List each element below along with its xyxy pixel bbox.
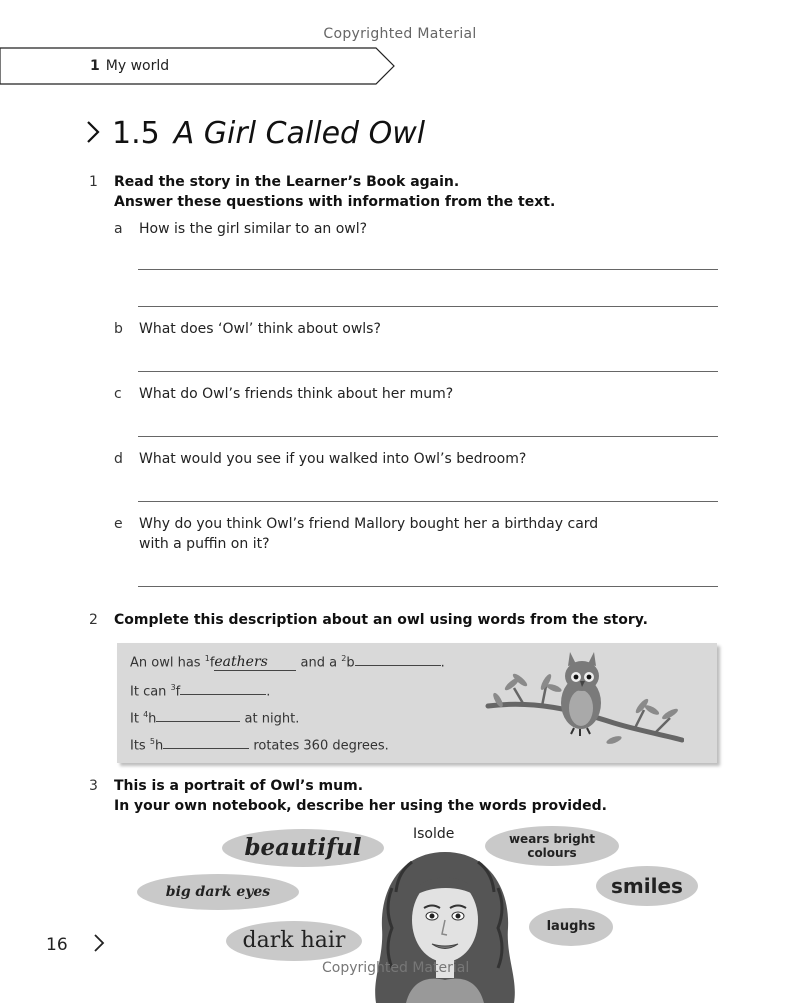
word-bubble-beautiful: beautiful	[222, 829, 384, 867]
fill-5-letter: h	[154, 738, 164, 754]
chevron-right-icon	[93, 933, 105, 953]
portrait-name-label: Isolde	[413, 826, 455, 842]
fill-1-prefix: An owl has	[130, 655, 205, 671]
section-number: 1.5	[112, 116, 160, 151]
owl-on-branch-illustration	[484, 648, 684, 752]
q2-instruction: Complete this description about an owl using words from the story.	[114, 612, 648, 628]
fill-sentence-1	[130, 654, 445, 671]
chapter-title: My world	[105, 58, 170, 74]
fill-2-sup: 2	[341, 654, 347, 663]
q1-number: 1	[89, 174, 98, 190]
copyright-footer: Copyrighted Material	[322, 960, 470, 976]
q1a-letter: a	[114, 221, 123, 237]
blank-3[interactable]	[180, 694, 266, 695]
word-bubble-dark-hair: dark hair	[226, 921, 362, 961]
fill-1-end: .	[440, 655, 445, 671]
fill-4-end: at night.	[240, 711, 300, 727]
fill-1-letter: f	[209, 655, 215, 671]
fill-4-sup: 4	[143, 710, 149, 719]
q1b-answer-line[interactable]	[138, 371, 718, 372]
fill-sentence-3	[130, 710, 299, 726]
fill-5-sup: 5	[149, 737, 155, 746]
page-number-text: 16	[46, 935, 68, 955]
fill-3-letter: f	[175, 684, 181, 700]
blank-5[interactable]	[163, 748, 249, 749]
blank-1[interactable]	[214, 654, 296, 671]
chapter-label	[90, 58, 169, 74]
q1b-text: What does ‘Owl’ think about owls?	[139, 321, 381, 337]
q1e-text-line2: with a puffin on it?	[139, 536, 270, 552]
q1a-answer-line-1[interactable]	[138, 269, 718, 270]
word-bubble-laughs: laughs	[529, 908, 613, 946]
q1e-answer-line[interactable]	[138, 586, 718, 587]
copyright-header: Copyrighted Material	[323, 26, 477, 42]
fill-3-end: .	[266, 684, 271, 700]
q1c-answer-line[interactable]	[138, 436, 718, 437]
q1d-text: What would you see if you walked into Owl’s bedroom?	[139, 451, 527, 467]
q1d-letter: d	[114, 451, 123, 467]
fill-5-end: rotates 360 degrees.	[249, 738, 389, 754]
q1e-text: Why do you think Owl’s friend Mallory bought her a birthday card	[139, 516, 599, 532]
section-name: A Girl Called Owl	[173, 116, 426, 151]
q1c-letter: c	[114, 386, 122, 402]
word-colours: colours	[527, 846, 577, 860]
word-bubble-smiles: smiles	[596, 866, 698, 906]
q3-instruction-line1: This is a portrait of Owl’s mum.	[114, 778, 364, 794]
fill-5-prefix: Its	[130, 738, 150, 754]
fill-3-sup: 3	[170, 683, 176, 692]
page-number	[46, 933, 105, 955]
q1b-letter: b	[114, 321, 123, 337]
word-wears-bright: wears bright	[508, 832, 596, 846]
blank-4[interactable]	[156, 721, 240, 722]
q3-instruction-line2: In your own notebook, describe her using the words provided.	[114, 798, 607, 814]
fill-sentence-4	[130, 737, 389, 753]
handwritten-answer-1: eathers	[214, 654, 268, 671]
blank-2[interactable]	[355, 665, 441, 666]
fill-4-letter: h	[148, 711, 157, 727]
q1d-answer-line[interactable]	[138, 501, 718, 502]
chapter-tab-shape	[0, 46, 400, 86]
q1a-answer-line-2[interactable]	[138, 306, 718, 307]
section-title	[86, 116, 425, 151]
q1a-text: How is the girl similar to an owl?	[139, 221, 368, 237]
fill-2-letter: b	[346, 655, 355, 671]
chapter-number: 1	[90, 58, 100, 74]
chevron-right-icon	[86, 119, 100, 145]
portrait-illustration	[372, 848, 518, 1003]
q2-number: 2	[89, 612, 98, 628]
fill-1-sup: 1	[204, 654, 210, 663]
word-bubble-big-dark-eyes: big dark eyes	[137, 874, 299, 910]
q1c-text: What do Owl’s friends think about her mum?	[139, 386, 454, 402]
fill-4-prefix: It	[130, 711, 144, 727]
q3-number: 3	[89, 778, 98, 794]
q1-instruction-line2: Answer these questions with information from the text.	[114, 194, 556, 210]
fill-3-prefix: It can	[130, 684, 171, 700]
fill-sentence-2	[130, 683, 270, 699]
q1e-letter: e	[114, 516, 123, 532]
fill-1-mid: and a	[296, 655, 342, 671]
q1-instruction-line1: Read the story in the Learner’s Book again.	[114, 174, 460, 190]
